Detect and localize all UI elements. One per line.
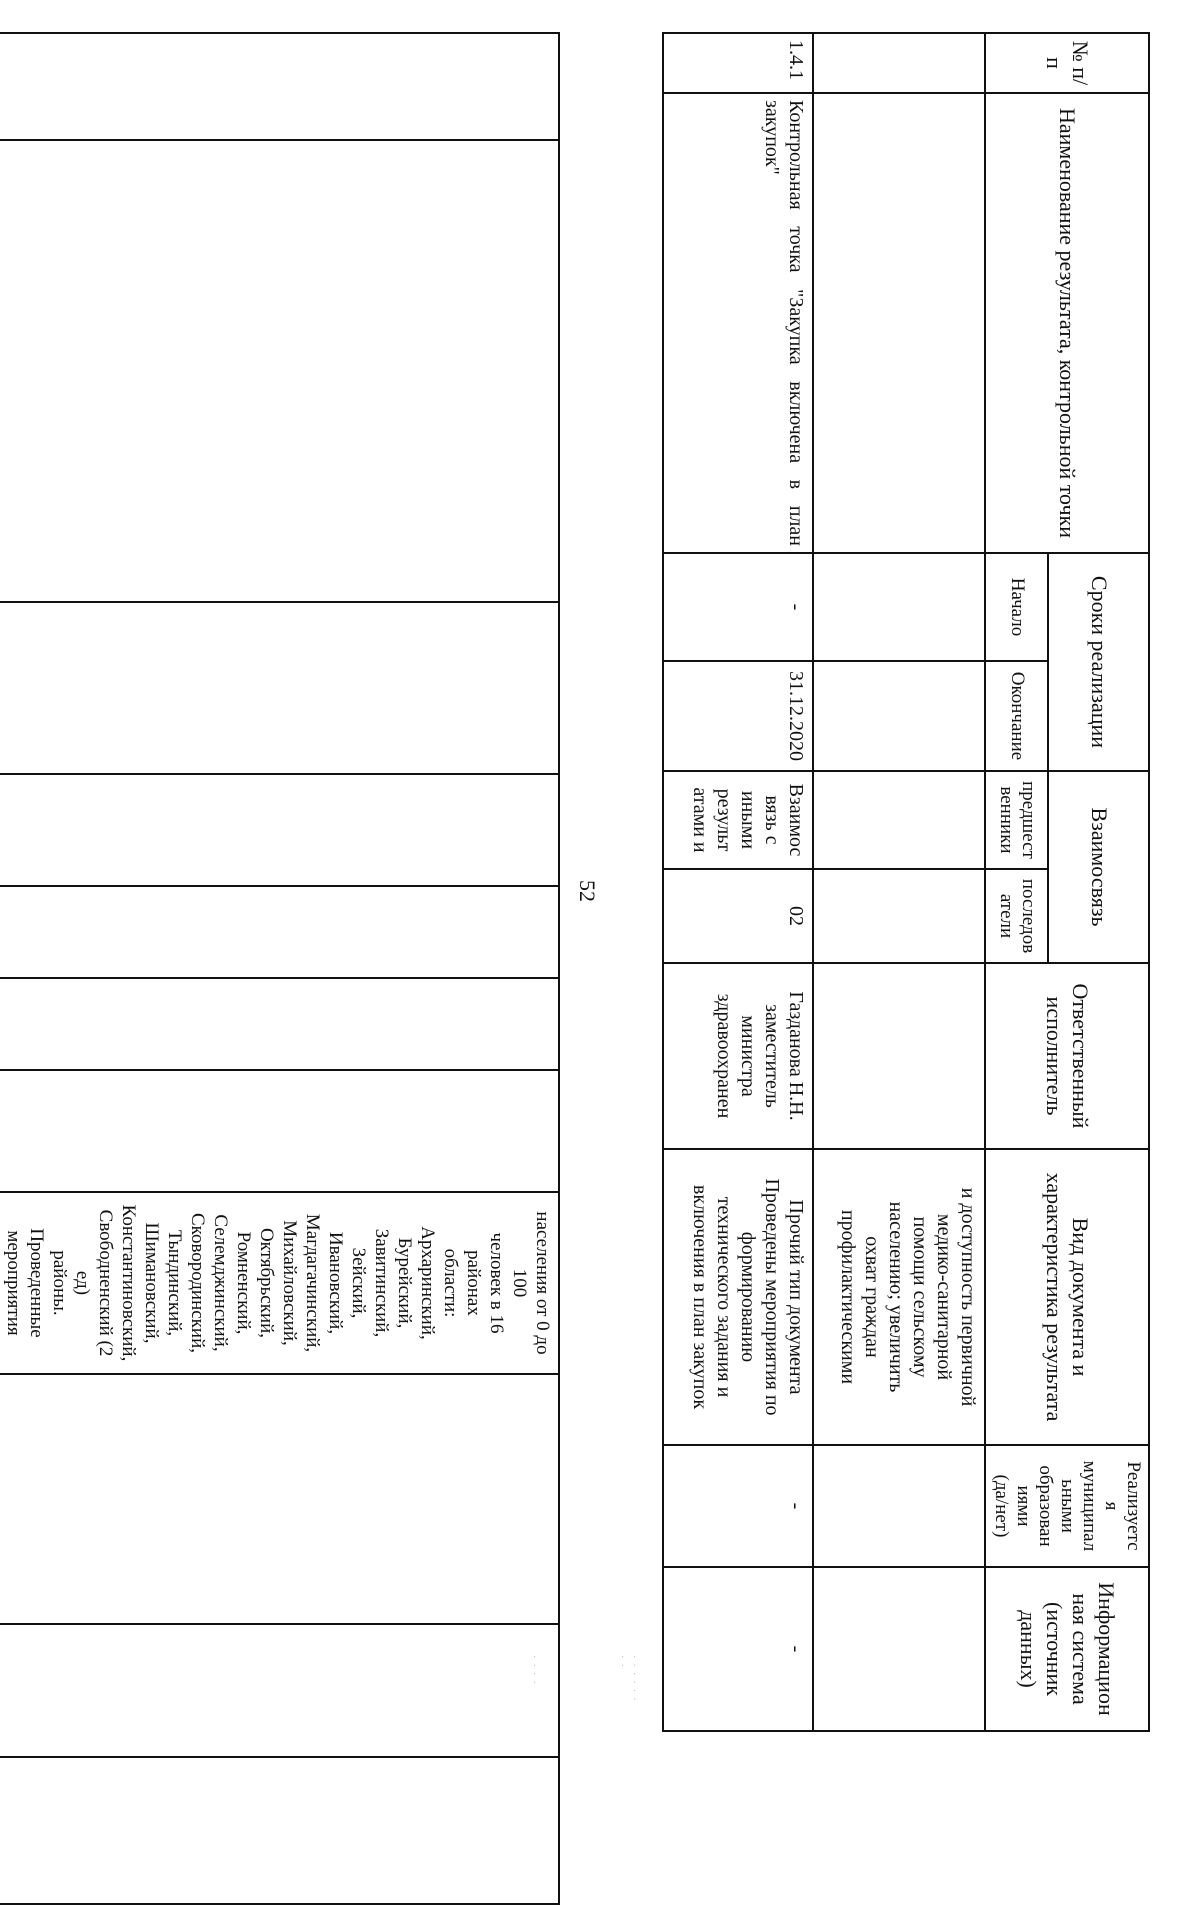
cell-doc-141: Прочий тип документа Проведены мероприятия по формированию технического задания и включения в план закупок	[663, 1149, 813, 1445]
cont-cell-extra	[0, 1757, 559, 1904]
cell-pred	[813, 771, 985, 869]
cell-municipal-141: -	[663, 1445, 813, 1567]
cell-municipal	[813, 1445, 985, 1567]
cell-end	[813, 661, 985, 771]
cell-succ	[813, 869, 985, 963]
header-responsible: Ответственный исполнитель	[985, 963, 1149, 1149]
scan-mark: · · · · · · · ·	[616, 1655, 640, 1702]
header-row-1	[1048, 33, 1149, 1731]
continuation-row	[0, 33, 559, 1904]
cell-responsible-141: Газданова Н.Н. заместитель министра здравоохранен	[663, 963, 813, 1149]
cell-end-141: 31.12.2020	[663, 661, 813, 771]
cell-num-141: 1.4.1	[663, 33, 813, 93]
cont-cell-start	[0, 602, 559, 774]
header-predecessors: предшест венники	[985, 771, 1048, 869]
cell-doc-continued: и доступность первичной медико-санитарной помощи сельскому населению; увеличить охват граждан профилактическими	[813, 1149, 985, 1445]
cont-cell-system	[0, 1624, 559, 1757]
table-row-continued	[813, 33, 985, 1731]
cont-cell-end	[0, 774, 559, 886]
header-system: Информацион ная система (источник данных)	[985, 1567, 1149, 1731]
cell-name-141: Контрольная точка "Закупка включена в план закупок"	[663, 93, 813, 553]
cont-cell-doc	[0, 1192, 559, 1374]
cont-cell-responsible	[0, 1070, 559, 1192]
cell-responsible	[813, 963, 985, 1149]
cell-num	[813, 33, 985, 93]
header-end: Окончание	[985, 661, 1048, 771]
cell-name	[813, 93, 985, 553]
cell-succ-141: 02	[663, 869, 813, 963]
cont-cell-num	[0, 33, 559, 140]
header-doc: Вид документа и характеристика результата	[985, 1149, 1149, 1445]
cell-start	[813, 553, 985, 661]
cont-cell-name	[0, 140, 559, 602]
cont-cell-municipal	[0, 1374, 559, 1624]
continuation-text: населения от 0 до 100 человек в 16 районах области: Архаринский, Бурейский, Завитинский, Зейский, Ивановский, Магдагачинский, Михайловский, Октябрьский, Ромненский, Селемджинский, Сковородинский, Тындинский, Шимановский, Константиновский, Свободненский (2 ед) районы. Проведенные мероприятия	[3, 1204, 553, 1362]
page-number: 52	[575, 880, 600, 902]
cell-system-141: -	[663, 1567, 813, 1731]
scan-mark: · · · ·	[528, 1655, 540, 1685]
header-start: Начало	[985, 553, 1048, 661]
cell-start-141: -	[663, 553, 813, 661]
header-terms: Сроки реализации	[1048, 553, 1149, 771]
header-num: № п/п	[985, 33, 1149, 93]
cell-system	[813, 1567, 985, 1731]
cell-pred-141: Взаимос вязь с иными результ атами и	[663, 771, 813, 869]
cont-cell-pred	[0, 886, 559, 978]
header-municipal: Реализуетс я муниципал ьными образован иями (да/нет)	[985, 1445, 1149, 1567]
cont-cell-succ	[0, 978, 559, 1070]
header-successors: последов атели	[985, 869, 1048, 963]
main-table	[662, 32, 1150, 1732]
table-row	[663, 33, 813, 1731]
header-relation: Взаимосвязь	[1048, 771, 1149, 963]
continuation-table	[0, 32, 560, 1905]
header-name: Наименование результата, контрольной точки	[985, 93, 1149, 553]
